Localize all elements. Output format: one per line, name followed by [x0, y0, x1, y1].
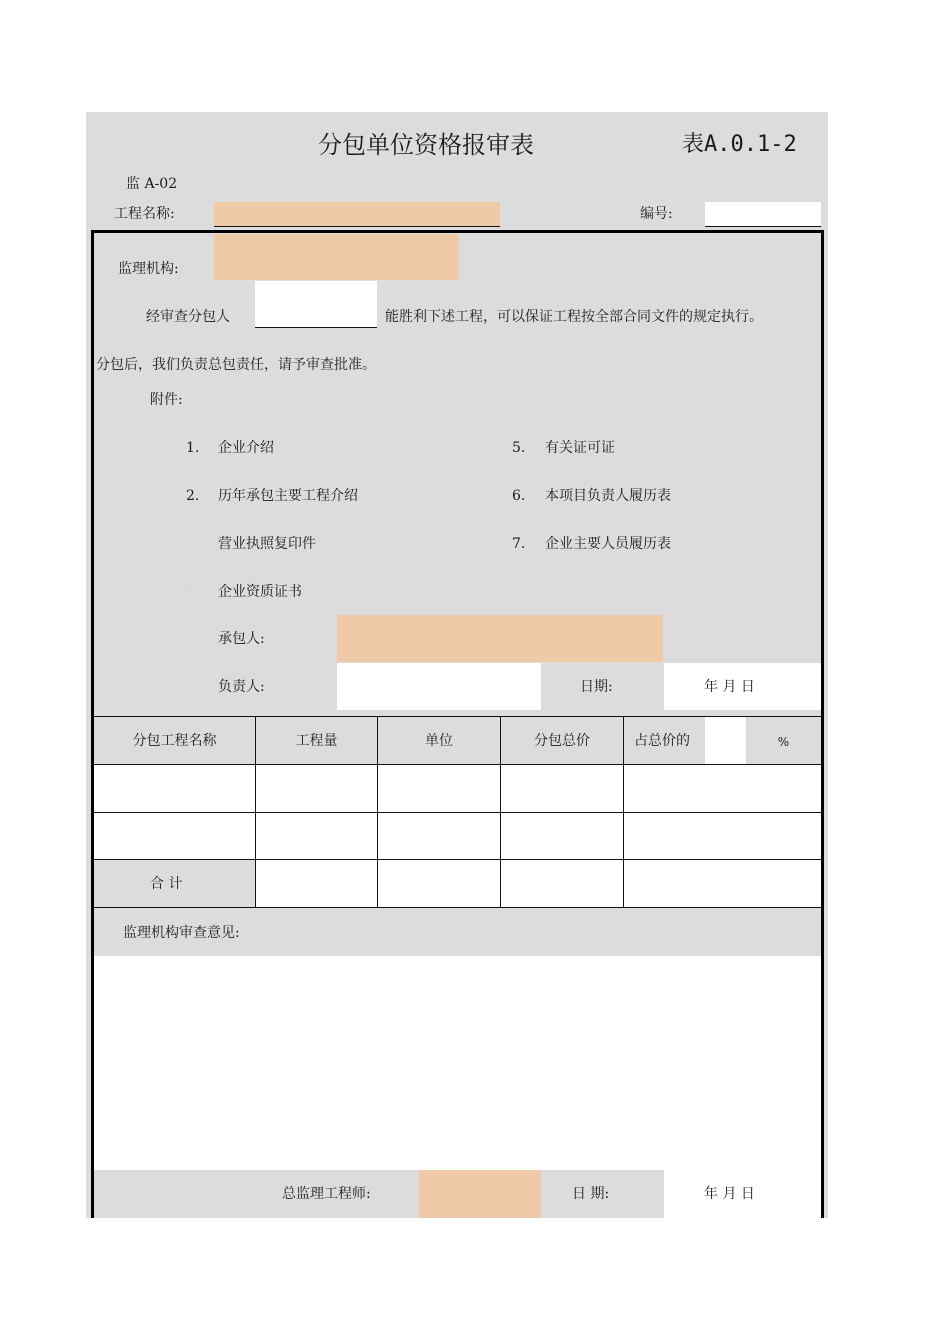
supervisor-org-label: 监理机构:: [118, 261, 179, 277]
table-line: [623, 716, 624, 907]
statement-suffix: 能胜利下述工程，可以保证工程按全部合同文件的规定执行。: [385, 309, 763, 325]
date-placeholder: 年 月 日: [704, 679, 755, 695]
attachment-number: 4.: [186, 584, 200, 600]
project-name-underline: [214, 226, 500, 227]
responsible-input[interactable]: [337, 663, 541, 710]
attachments-label: 附件:: [150, 392, 183, 408]
table-header-percent: %: [777, 735, 790, 749]
project-name-label: 工程名称:: [114, 206, 175, 222]
responsible-label: 负责人:: [218, 679, 265, 695]
attachment-number: 1.: [186, 440, 200, 456]
number-label: 编号:: [640, 206, 673, 222]
chief-engineer-label: 总监理工程师:: [282, 1186, 371, 1202]
number-underline: [705, 226, 821, 227]
total-row-cells: [255, 860, 821, 907]
attachment-item: 有关证可证: [545, 440, 615, 456]
review-opinion-label: 监理机构审查意见:: [123, 925, 240, 941]
table-line: [94, 859, 821, 860]
total-label: 合 计: [150, 876, 183, 892]
project-name-input[interactable]: [214, 202, 500, 226]
table-line: [94, 812, 821, 813]
attachment-number: 5.: [512, 440, 526, 456]
review-opinion-area[interactable]: [94, 956, 821, 1170]
subcontractor-underline: [255, 327, 377, 328]
attachment-number: 2.: [186, 488, 200, 504]
supervisor-org-input[interactable]: [214, 234, 459, 280]
frame-right: [821, 230, 824, 1218]
percent-input[interactable]: [705, 717, 746, 764]
review-date-placeholder: 年 月 日: [704, 1186, 755, 1202]
serial-label: 监 A-02: [126, 176, 178, 192]
table-header: 单位: [425, 733, 453, 749]
attachment-number: 3.: [186, 536, 200, 552]
date-label: 日期:: [580, 679, 613, 695]
attachment-item: 企业主要人员履历表: [545, 536, 671, 552]
subcontractor-name-input[interactable]: [255, 281, 377, 327]
table-header: 分包工程名称: [132, 733, 217, 749]
table-header: 工程量: [295, 733, 338, 749]
attachment-number: 7.: [512, 536, 526, 552]
review-date-label: 日 期:: [572, 1186, 610, 1202]
statement-line2: 分包后，我们负责总包责任，请予审查批准。: [96, 357, 376, 373]
table-line: [94, 716, 821, 717]
table-header: 占总价的: [634, 733, 690, 749]
attachment-item: 企业资质证书: [218, 584, 302, 600]
number-input[interactable]: [705, 202, 821, 226]
attachment-item: 本项目负责人履历表: [545, 488, 671, 504]
form-code: 表A.0.1-2: [682, 132, 797, 157]
attachment-item: 企业介绍: [218, 440, 274, 456]
attachment-item: 历年承包主要工程介绍: [218, 488, 358, 504]
contractor-input[interactable]: [337, 615, 663, 662]
form-title: 分包单位资格报审表: [318, 131, 534, 159]
table-header: 分包总价: [534, 733, 590, 749]
chief-engineer-input[interactable]: [419, 1170, 541, 1218]
attachment-number: 6.: [512, 488, 526, 504]
frame-top: [91, 230, 824, 233]
contractor-label: 承包人:: [218, 631, 265, 647]
table-line: [94, 907, 821, 908]
attachment-item: 营业执照复印件: [218, 536, 316, 552]
statement-prefix: 经审查分包人: [146, 309, 230, 325]
table-line: [94, 764, 821, 765]
